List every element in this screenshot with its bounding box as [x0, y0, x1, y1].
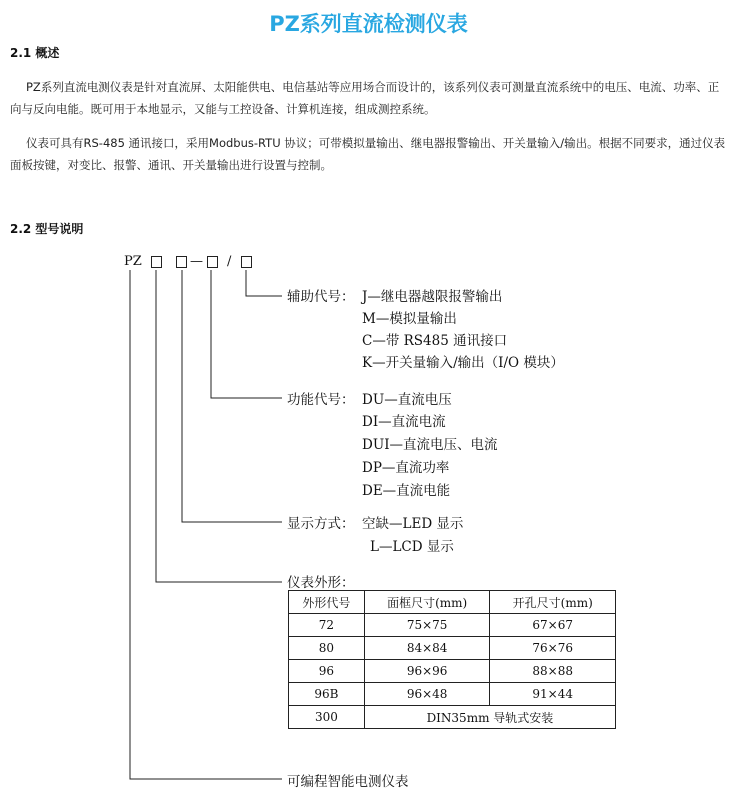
function-option: DE—直流电能	[362, 483, 451, 499]
shape-label: 仪表外形：	[287, 575, 355, 591]
table-row	[289, 637, 616, 660]
table-cell: 300	[289, 706, 365, 729]
table-header-cell: 面框尺寸(mm)	[364, 591, 490, 614]
table-row	[289, 660, 616, 683]
table-cell: 80	[289, 637, 365, 660]
function-option: DUI—直流电压、电流	[362, 437, 498, 453]
table-header-cell: 外形代号	[289, 591, 365, 614]
table-header-cell: 开孔尺寸(mm)	[490, 591, 616, 614]
table-row	[289, 706, 616, 729]
aux-option: K—开关量输入/输出（I/O 模块）	[362, 355, 564, 371]
section-heading-model: 2.2 型号说明	[10, 222, 84, 236]
table-cell: 96×96	[364, 660, 490, 683]
aux-label: 辅助代号：	[287, 289, 355, 305]
table-cell: 96×48	[364, 683, 490, 706]
table-cell: 75×75	[364, 614, 490, 637]
function-option: DU—直流电压	[362, 392, 452, 408]
table-cell: 96B	[289, 683, 365, 706]
table-cell: 91×44	[490, 683, 616, 706]
aux-option: C—带 RS485 通讯接口	[362, 333, 508, 349]
table-cell: 72	[289, 614, 365, 637]
footer-label: 可编程智能电测仪表	[287, 774, 409, 790]
table-cell: 96	[289, 660, 365, 683]
overview-paragraph-1: PZ系列直流电测仪表是针对直流屏、太阳能供电、电信基站等应用场合而设计的，该系列仪表可测量直流系统中的电压、电流、功率、正向与反向电能。既可用于本地显示，又能与工控设备、计算机连接，组成测控系统。	[10, 80, 720, 116]
table-cell: 84×84	[364, 637, 490, 660]
aux-option: M—模拟量输出	[362, 311, 457, 327]
table-header-row	[289, 591, 616, 614]
page-title: PZ系列直流检测仪表	[269, 12, 468, 36]
table-cell: 67×67	[490, 614, 616, 637]
model-prefix: PZ	[124, 254, 142, 269]
table-cell: DIN35mm 导轨式安装	[364, 706, 615, 729]
table-row	[289, 614, 616, 637]
table-cell: 76×76	[490, 637, 616, 660]
function-label: 功能代号：	[287, 392, 355, 408]
aux-option: J—继电器越限报警输出	[362, 289, 503, 305]
function-option: DP—直流功率	[362, 460, 450, 476]
connector-footer	[130, 270, 282, 779]
connector-shape	[156, 270, 282, 582]
section-heading-overview: 2.1 概述	[10, 46, 60, 60]
model-slash: /	[227, 254, 232, 269]
table-row	[289, 683, 616, 706]
display-option: 空缺—LED 显示	[362, 516, 464, 532]
model-dash: —	[190, 254, 203, 269]
function-option: DI—直流电流	[362, 414, 446, 430]
display-option: L—LCD 显示	[370, 539, 454, 555]
overview-paragraph-2: 仪表可具有RS-485 通讯接口，采用Modbus-RTU 协议；可带模拟量输出、继电器报警输出、开关量输入/输出。根据不同要求，通过仪表面板按键，对变比、报警、通讯、开关量输出进行设置与控制。	[10, 136, 726, 172]
connector-display	[182, 270, 282, 522]
table-cell: 88×88	[490, 660, 616, 683]
shape-table	[288, 590, 616, 729]
connector-aux	[246, 270, 282, 296]
display-label: 显示方式：	[287, 516, 355, 532]
